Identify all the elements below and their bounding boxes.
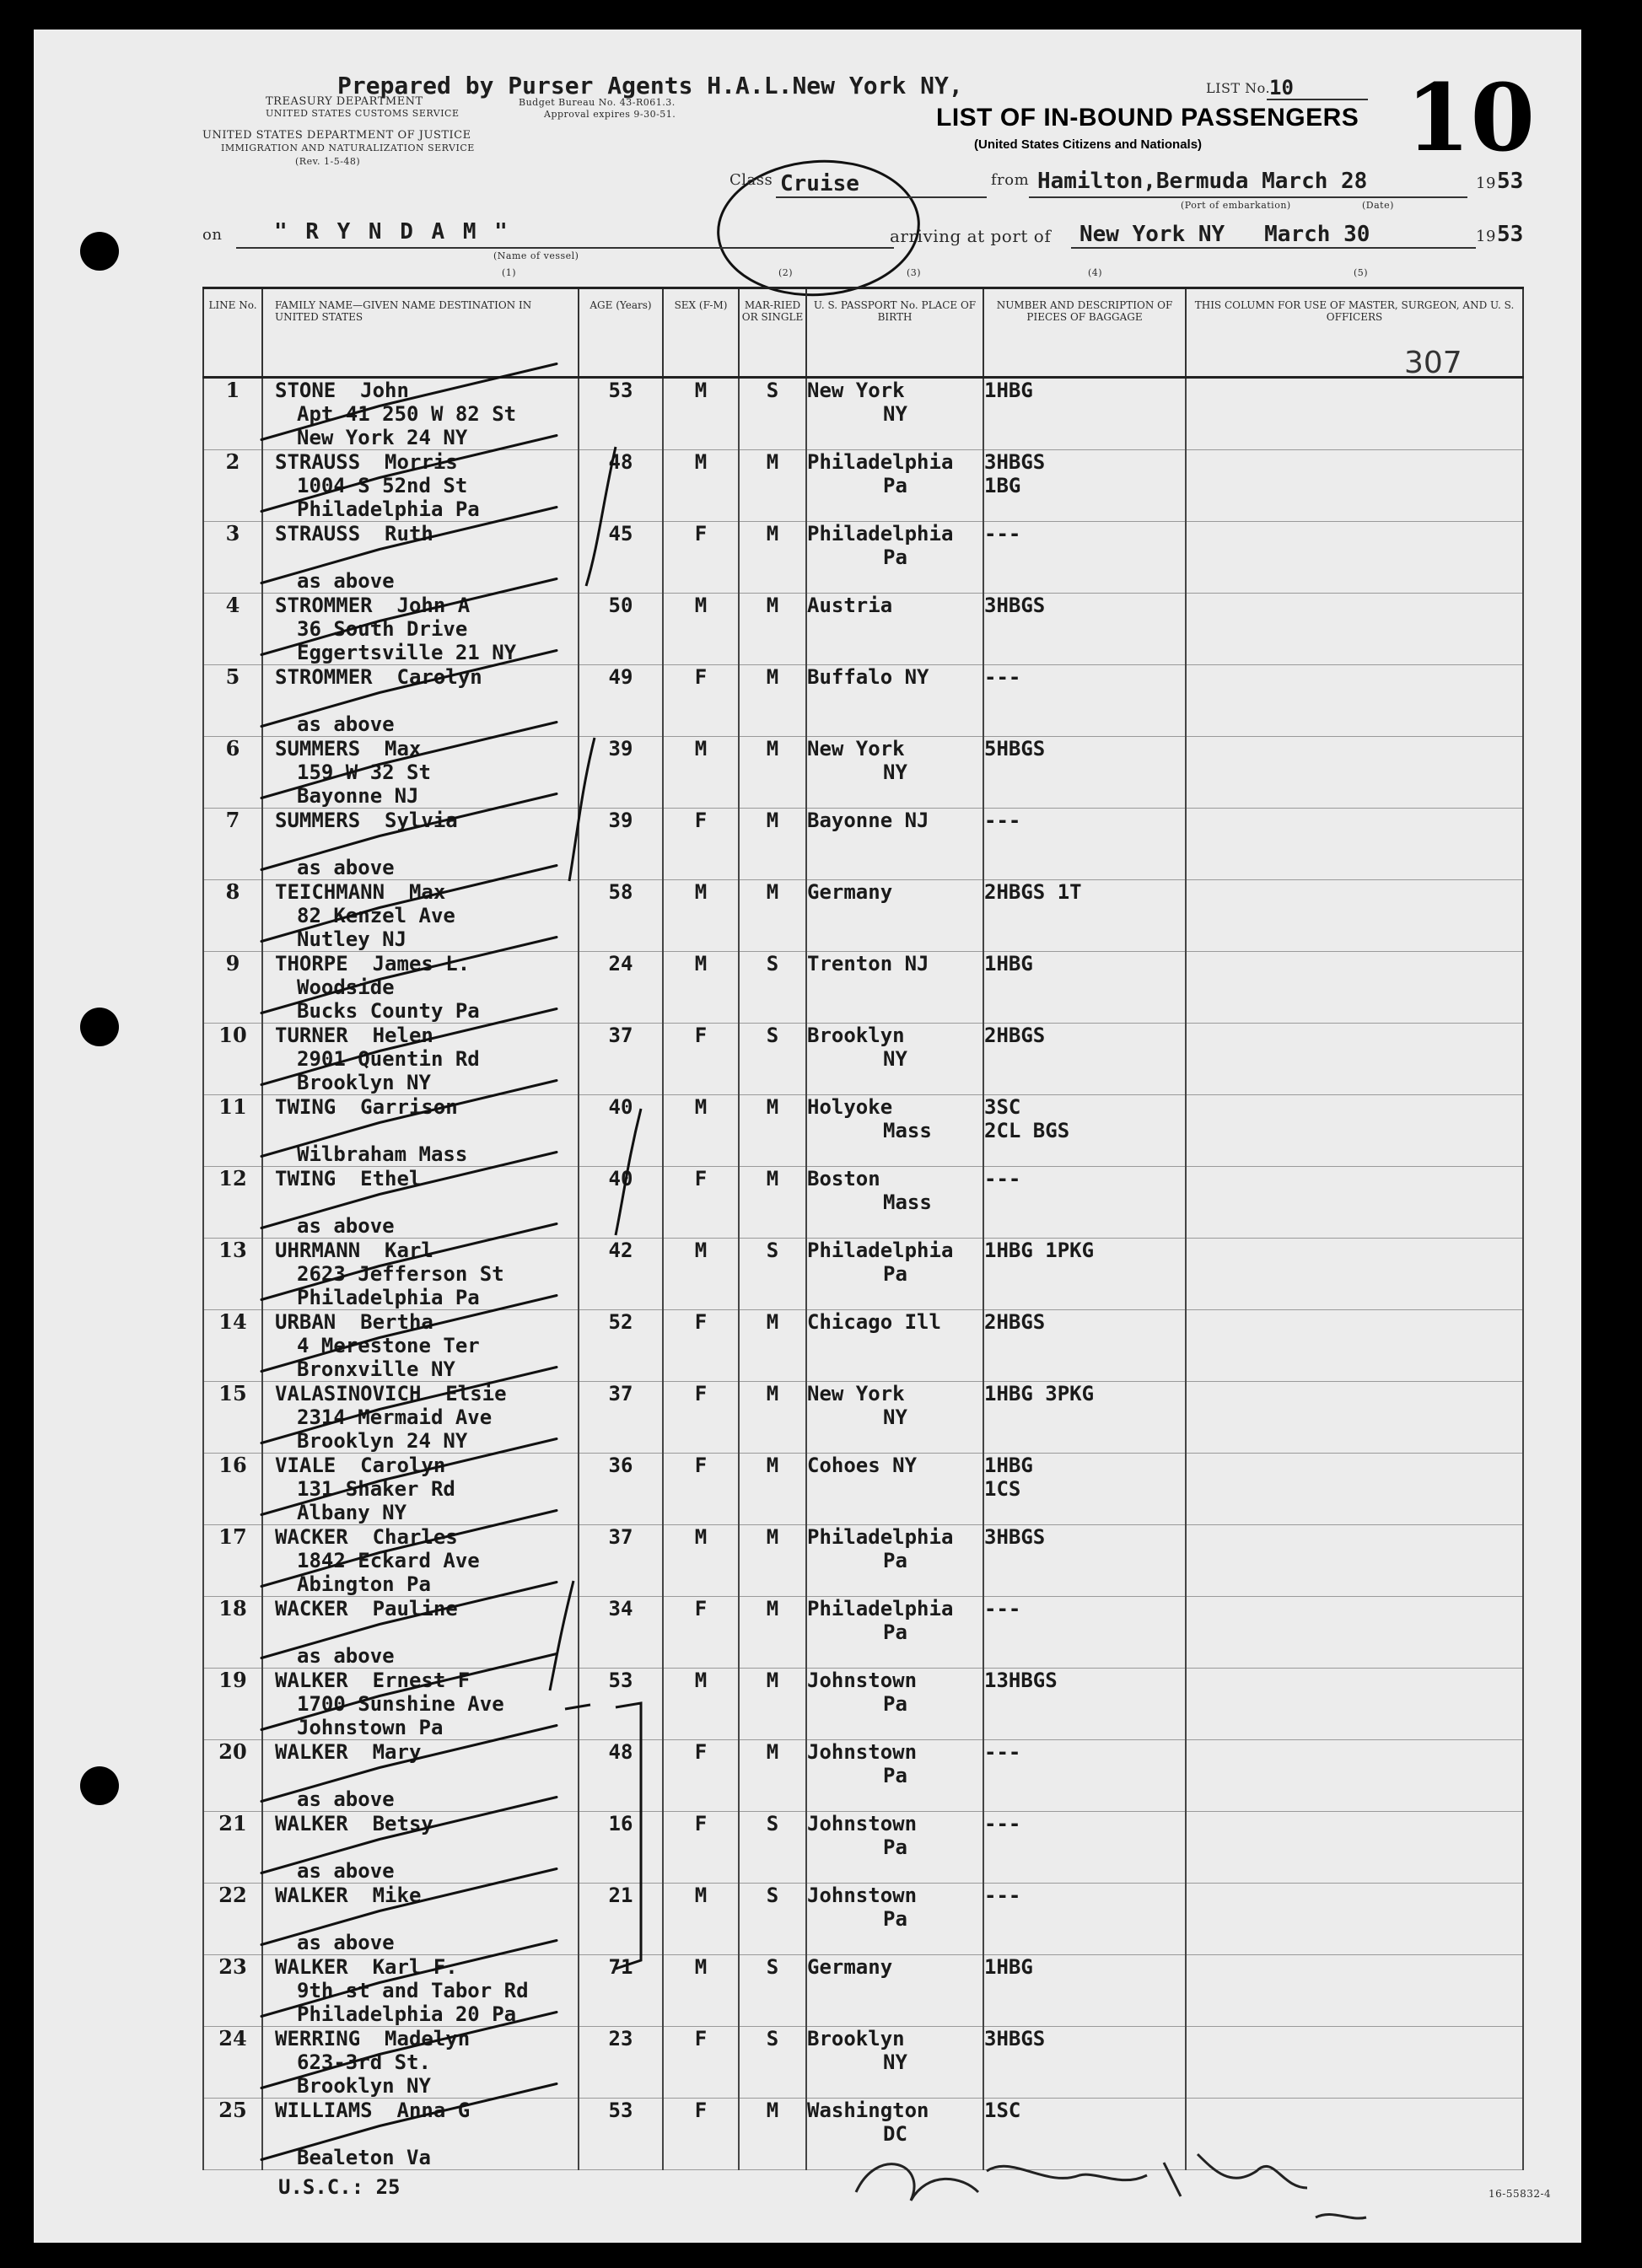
birth-place: Germany bbox=[807, 880, 893, 904]
class-value: Cruise bbox=[780, 171, 859, 196]
from-year-prefix: 19 bbox=[1476, 175, 1496, 192]
destination-address: 623-3rd St. Brooklyn NY bbox=[297, 2050, 431, 2098]
pencil-tick bbox=[261, 938, 557, 1013]
age-value: 21 bbox=[608, 1884, 633, 1907]
passenger-name: WALKER Betsy bbox=[275, 1812, 433, 1835]
marital-status: S bbox=[766, 2027, 779, 2050]
sex-value: F bbox=[694, 1024, 708, 1047]
destination-address: as above bbox=[297, 856, 395, 879]
sex-value: M bbox=[694, 952, 708, 975]
sex-value: F bbox=[694, 1167, 708, 1190]
birth-state: NY bbox=[883, 1047, 907, 1071]
birth-place: New York bbox=[807, 737, 905, 760]
approval-expires: Approval expires 9-30-51. bbox=[544, 109, 676, 120]
col-num-3: (3) bbox=[907, 267, 922, 278]
baggage-description: 3HBGS 1BG bbox=[984, 450, 1046, 497]
pencil-tick bbox=[261, 1941, 557, 2017]
age-value: 37 bbox=[608, 1525, 633, 1549]
birth-place: Philadelphia bbox=[807, 450, 954, 474]
pencil-tick bbox=[261, 651, 557, 727]
age-value: 53 bbox=[608, 1669, 633, 1692]
birth-place: New York bbox=[807, 379, 905, 402]
marital-status: M bbox=[766, 1167, 779, 1190]
baggage-description: 3HBGS bbox=[984, 594, 1046, 617]
sex-value: F bbox=[694, 1740, 708, 1764]
destination-address: 1842 Eckard Ave Abington Pa bbox=[297, 1549, 480, 1596]
line-number-value: 17 bbox=[218, 1524, 247, 1549]
birth-place: Philadelphia bbox=[807, 522, 954, 546]
age-value: 40 bbox=[608, 1167, 633, 1190]
port-caption: (Port of embarkation) bbox=[1181, 200, 1291, 211]
pencil-tick bbox=[261, 1726, 557, 1802]
destination-address: Wilbraham Mass bbox=[297, 1142, 468, 1166]
sex-value: F bbox=[694, 522, 708, 546]
marital-status: M bbox=[766, 1669, 779, 1692]
birth-state: Mass bbox=[883, 1190, 932, 1214]
baggage-description: --- bbox=[984, 1740, 1021, 1764]
line-number-value: 21 bbox=[218, 1811, 247, 1835]
line-number-value: 5 bbox=[225, 664, 240, 689]
line-number-value: 4 bbox=[225, 593, 240, 617]
age-value: 50 bbox=[608, 594, 633, 617]
line-number-value: 15 bbox=[218, 1381, 247, 1405]
age-value: 49 bbox=[608, 665, 633, 689]
col-header-age: AGE (Years) bbox=[579, 288, 663, 378]
line-number-value: 16 bbox=[218, 1453, 247, 1477]
pencil-tick bbox=[261, 1081, 557, 1157]
passenger-name: STROMMER Carolyn bbox=[275, 665, 482, 689]
line-number-value: 10 bbox=[218, 1023, 247, 1047]
marital-status: M bbox=[766, 522, 779, 546]
baggage-description: 1SC bbox=[984, 2099, 1021, 2122]
col-header-line: LINE No. bbox=[203, 288, 262, 378]
passenger-name: UHRMANN Karl bbox=[275, 1239, 433, 1262]
col-header-name: FAMILY NAME—GIVEN NAME DESTINATION IN UNITED STATES bbox=[262, 288, 579, 378]
destination-address: as above bbox=[297, 1859, 395, 1883]
age-value: 23 bbox=[608, 2027, 633, 2050]
marital-status: M bbox=[766, 1382, 779, 1405]
marital-status: M bbox=[766, 737, 779, 760]
passenger-name: TEICHMANN Max bbox=[275, 880, 446, 904]
passenger-name: VIALE Carolyn bbox=[275, 1454, 446, 1477]
passenger-name: STRAUSS Morris bbox=[275, 450, 458, 474]
pencil-tick bbox=[261, 1798, 557, 1873]
passenger-name: WALKER Karl F. bbox=[275, 1955, 458, 1979]
col-header-baggage: NUMBER AND DESCRIPTION OF PIECES OF BAGGAGE bbox=[983, 288, 1186, 378]
line-number-value: 6 bbox=[225, 736, 240, 760]
baggage-description: --- bbox=[984, 1884, 1021, 1907]
baggage-description: 2HBGS 1T bbox=[984, 880, 1082, 904]
destination-address: as above bbox=[297, 1787, 395, 1811]
sex-value: M bbox=[694, 1955, 708, 1979]
sex-value: M bbox=[694, 1884, 708, 1907]
line-number-value: 24 bbox=[218, 2026, 247, 2050]
pencil-tick bbox=[261, 579, 557, 655]
baggage-description: 3HBGS bbox=[984, 1525, 1046, 1549]
customs-service: UNITED STATES CUSTOMS SERVICE bbox=[266, 108, 460, 119]
birth-place: New York bbox=[807, 1382, 905, 1405]
arriving-year-prefix: 19 bbox=[1476, 228, 1496, 245]
passenger-name: WACKER Charles bbox=[275, 1525, 458, 1549]
marital-status: M bbox=[766, 450, 779, 474]
age-value: 58 bbox=[608, 880, 633, 904]
baggage-description: --- bbox=[984, 1597, 1021, 1620]
passenger-name: WILLIAMS Anna G bbox=[275, 2099, 471, 2122]
baggage-description: 1HBG 1CS bbox=[984, 1454, 1033, 1501]
age-value: 34 bbox=[608, 1597, 633, 1620]
marital-status: M bbox=[766, 1740, 779, 1764]
list-no-value: 10 bbox=[1269, 76, 1294, 99]
col-num-2: (2) bbox=[778, 267, 794, 278]
passenger-name: TWING Garrison bbox=[275, 1095, 458, 1119]
pencil-tick bbox=[261, 508, 557, 583]
marital-status: S bbox=[766, 1955, 779, 1979]
from-label: from bbox=[991, 171, 1030, 189]
destination-address: Woodside Bucks County Pa bbox=[297, 975, 480, 1023]
pencil-tick bbox=[261, 2084, 557, 2160]
sex-value: M bbox=[694, 1525, 708, 1549]
birth-state: Pa bbox=[883, 1835, 907, 1859]
on-label: on bbox=[202, 226, 223, 244]
age-value: 39 bbox=[608, 737, 633, 760]
birth-state: Pa bbox=[883, 1549, 907, 1572]
col-header-sex: SEX (F-M) bbox=[663, 288, 739, 378]
destination-address: as above bbox=[297, 1214, 395, 1238]
age-value: 39 bbox=[608, 809, 633, 832]
destination-address: Bealeton Va bbox=[297, 2146, 431, 2169]
date-caption: (Date) bbox=[1362, 200, 1394, 211]
destination-address: 159 W 32 St Bayonne NJ bbox=[297, 760, 431, 808]
age-value: 48 bbox=[608, 1740, 633, 1764]
birth-place: Chicago Ill bbox=[807, 1310, 941, 1334]
baggage-description: 1HBG bbox=[984, 379, 1033, 402]
birth-state: Pa bbox=[883, 1907, 907, 1931]
pencil-tick bbox=[261, 1224, 557, 1300]
destination-address: 9th st and Tabor Rd Philadelphia 20 Pa bbox=[297, 1979, 529, 2026]
birth-place: Johnstown bbox=[807, 1884, 918, 1907]
pencil-tick bbox=[261, 1583, 557, 1658]
age-value: 52 bbox=[608, 1310, 633, 1334]
sex-value: M bbox=[694, 1669, 708, 1692]
line-number-value: 19 bbox=[218, 1668, 247, 1692]
line-number-value: 1 bbox=[225, 378, 240, 402]
baggage-description: 1HBG bbox=[984, 952, 1033, 975]
birth-state: Pa bbox=[883, 546, 907, 569]
sex-value: M bbox=[694, 379, 708, 402]
baggage-description: 3SC 2CL BGS bbox=[984, 1095, 1070, 1142]
birth-place: Germany bbox=[807, 1955, 893, 1979]
from-year: 53 bbox=[1497, 169, 1524, 194]
line-number-value: 11 bbox=[218, 1094, 247, 1119]
ins-service: IMMIGRATION AND NATURALIZATION SERVICE bbox=[221, 142, 475, 153]
age-value: 45 bbox=[608, 522, 633, 546]
line-number-value: 3 bbox=[225, 521, 240, 546]
line-number-value: 7 bbox=[225, 808, 240, 832]
passenger-name: STONE John bbox=[275, 379, 409, 402]
destination-address: 131 Shaker Rd Albany NY bbox=[297, 1477, 455, 1524]
arriving-year: 53 bbox=[1497, 222, 1524, 247]
line-number-value: 8 bbox=[225, 879, 240, 904]
birth-place: Austria bbox=[807, 594, 893, 617]
vessel-name: " R Y N D A M " bbox=[274, 219, 510, 245]
pencil-tick bbox=[261, 2013, 557, 2088]
birth-state: Pa bbox=[883, 1620, 907, 1644]
pencil-tick bbox=[261, 1009, 557, 1085]
passenger-name: SUMMERS Max bbox=[275, 737, 422, 760]
line-number-value: 22 bbox=[218, 1883, 247, 1907]
age-value: 37 bbox=[608, 1024, 633, 1047]
destination-address: as above bbox=[297, 1931, 395, 1954]
birth-place: Philadelphia bbox=[807, 1525, 954, 1549]
pencil-tick bbox=[261, 1439, 557, 1515]
birth-place: Johnstown bbox=[807, 1812, 918, 1835]
age-value: 53 bbox=[608, 2099, 633, 2122]
birth-state: Pa bbox=[883, 1262, 907, 1286]
document-subtitle: (United States Citizens and Nationals) bbox=[974, 137, 1203, 152]
marital-status: M bbox=[766, 880, 779, 904]
marital-status: M bbox=[766, 594, 779, 617]
prepared-by: Prepared by Purser Agents H.A.L.New York NY, bbox=[337, 72, 963, 99]
marital-status: M bbox=[766, 809, 779, 832]
marital-status: M bbox=[766, 1525, 779, 1549]
birth-place: Trenton NJ bbox=[807, 952, 929, 975]
class-label: Class bbox=[729, 171, 773, 189]
sex-value: M bbox=[694, 450, 708, 474]
treasury-dept: TREASURY DEPARTMENT bbox=[266, 95, 423, 108]
marital-status: S bbox=[766, 1239, 779, 1262]
document-title: LIST OF IN-BOUND PASSENGERS bbox=[936, 104, 1359, 132]
line-number-value: 25 bbox=[218, 2098, 247, 2122]
justice-dept: UNITED STATES DEPARTMENT OF JUSTICE bbox=[202, 129, 471, 142]
pencil-tick bbox=[261, 866, 557, 942]
col-header-married: MAR-RIED OR SINGLE bbox=[739, 288, 806, 378]
sex-value: F bbox=[694, 1382, 708, 1405]
passenger-name: STROMMER John A bbox=[275, 594, 471, 617]
passenger-name: WACKER Pauline bbox=[275, 1597, 458, 1620]
sex-value: M bbox=[694, 737, 708, 760]
destination-address: 82 Kenzel Ave Nutley NJ bbox=[297, 904, 455, 951]
birth-place: Johnstown bbox=[807, 1740, 918, 1764]
marital-status: M bbox=[766, 1597, 779, 1620]
col-num-1: (1) bbox=[502, 267, 517, 278]
pencil-tick bbox=[261, 1511, 557, 1587]
sex-value: F bbox=[694, 809, 708, 832]
line-number-value: 14 bbox=[218, 1309, 247, 1334]
birth-place: Brooklyn bbox=[807, 1024, 905, 1047]
age-value: 71 bbox=[608, 1955, 633, 1979]
birth-state: Pa bbox=[883, 474, 907, 497]
age-value: 16 bbox=[608, 1812, 633, 1835]
pencil-tick bbox=[261, 1654, 557, 1730]
col-num-4: (4) bbox=[1088, 267, 1103, 278]
passenger-name: WALKER Ernest F bbox=[275, 1669, 471, 1692]
destination-address: 1004 S 52nd St Philadelphia Pa bbox=[297, 474, 480, 521]
budget-bureau: Budget Bureau No. 43-R061.3. bbox=[519, 97, 676, 108]
destination-address: as above bbox=[297, 1644, 395, 1668]
birth-place: Buffalo NY bbox=[807, 665, 929, 689]
destination-address: 36 South Drive Eggertsville 21 NY bbox=[297, 617, 517, 664]
pencil-marks bbox=[34, 30, 1581, 2243]
col-header-passport: U. S. PASSPORT No. PLACE OF BIRTH bbox=[806, 288, 983, 378]
birth-state: Mass bbox=[883, 1119, 932, 1142]
big-list-number: 10 bbox=[1405, 63, 1535, 172]
marital-status: M bbox=[766, 1095, 779, 1119]
marital-status: M bbox=[766, 665, 779, 689]
baggage-description: 1HBG 3PKG bbox=[984, 1382, 1095, 1405]
marital-status: S bbox=[766, 1884, 779, 1907]
baggage-description: 13HBGS bbox=[984, 1669, 1058, 1692]
passenger-name: WERRING Madelyn bbox=[275, 2027, 471, 2050]
birth-place: Philadelphia bbox=[807, 1239, 954, 1262]
from-value: Hamilton,Bermuda March 28 bbox=[1037, 169, 1368, 194]
sex-value: F bbox=[694, 1310, 708, 1334]
birth-place: Brooklyn bbox=[807, 2027, 905, 2050]
birth-state: NY bbox=[883, 760, 907, 784]
destination-address: as above bbox=[297, 569, 395, 593]
age-value: 37 bbox=[608, 1382, 633, 1405]
baggage-description: --- bbox=[984, 1812, 1021, 1835]
pencil-tick bbox=[261, 794, 557, 870]
age-value: 48 bbox=[608, 450, 633, 474]
passenger-name: SUMMERS Sylvia bbox=[275, 809, 458, 832]
sex-value: F bbox=[694, 1812, 708, 1835]
form-number: 16-55832-4 bbox=[1489, 2188, 1552, 2200]
birth-place: Johnstown bbox=[807, 1669, 918, 1692]
birth-place: Bayonne NJ bbox=[807, 809, 929, 832]
destination-address: 4 Merestone Ter Bronxville NY bbox=[297, 1334, 480, 1381]
sex-value: M bbox=[694, 880, 708, 904]
marital-status: S bbox=[766, 952, 779, 975]
age-value: 36 bbox=[608, 1454, 633, 1477]
pencil-tick bbox=[261, 1296, 557, 1372]
marital-status: S bbox=[766, 1024, 779, 1047]
age-value: 24 bbox=[608, 952, 633, 975]
line-number-value: 18 bbox=[218, 1596, 247, 1620]
vessel-caption: (Name of vessel) bbox=[493, 250, 579, 261]
line-number-value: 13 bbox=[218, 1238, 247, 1262]
sex-value: F bbox=[694, 1454, 708, 1477]
baggage-description: 1HBG bbox=[984, 1955, 1033, 1979]
birth-place: Holyoke bbox=[807, 1095, 893, 1119]
line-number-value: 20 bbox=[218, 1739, 247, 1764]
line-number-value: 2 bbox=[225, 449, 240, 474]
passenger-name: TWING Ethel bbox=[275, 1167, 422, 1190]
age-value: 40 bbox=[608, 1095, 633, 1119]
age-value: 42 bbox=[608, 1239, 633, 1262]
passenger-name: TURNER Helen bbox=[275, 1024, 433, 1047]
baggage-description: --- bbox=[984, 522, 1021, 546]
passenger-name: STRAUSS Ruth bbox=[275, 522, 433, 546]
birth-state: NY bbox=[883, 402, 907, 426]
arriving-value: New York NY March 30 bbox=[1079, 222, 1370, 247]
pencil-tick bbox=[261, 723, 557, 798]
baggage-description: --- bbox=[984, 665, 1021, 689]
stamp-number: 307 bbox=[1404, 346, 1462, 380]
sex-value: M bbox=[694, 1095, 708, 1119]
pencil-tick bbox=[261, 1368, 557, 1443]
line-number-value: 23 bbox=[218, 1954, 247, 1979]
pencil-tick bbox=[261, 1153, 557, 1228]
line-number-value: 9 bbox=[225, 951, 240, 975]
birth-state: Pa bbox=[883, 1764, 907, 1787]
baggage-description: 3HBGS bbox=[984, 2027, 1046, 2050]
sex-value: F bbox=[694, 665, 708, 689]
baggage-description: 2HBGS bbox=[984, 1024, 1046, 1047]
baggage-description: --- bbox=[984, 1167, 1021, 1190]
marital-status: M bbox=[766, 1454, 779, 1477]
manifest-page bbox=[34, 30, 1581, 2243]
destination-address: as above bbox=[297, 712, 395, 736]
pencil-tick bbox=[261, 364, 557, 440]
col-num-5: (5) bbox=[1354, 267, 1369, 278]
passenger-name: THORPE James L. bbox=[275, 952, 471, 975]
sex-value: F bbox=[694, 2099, 708, 2122]
marital-status: M bbox=[766, 1310, 779, 1334]
birth-place: Cohoes NY bbox=[807, 1454, 918, 1477]
pencil-tick bbox=[261, 436, 557, 512]
baggage-description: --- bbox=[984, 809, 1021, 832]
marital-status: M bbox=[766, 2099, 779, 2122]
destination-address: Apt 41 250 W 82 St New York 24 NY bbox=[297, 402, 517, 449]
destination-address: 2314 Mermaid Ave Brooklyn 24 NY bbox=[297, 1405, 493, 1453]
birth-state: DC bbox=[883, 2122, 907, 2146]
passenger-name: WALKER Mike bbox=[275, 1884, 422, 1907]
age-value: 53 bbox=[608, 379, 633, 402]
destination-address: 2901 Quentin Rd Brooklyn NY bbox=[297, 1047, 480, 1094]
passenger-name: WALKER Mary bbox=[275, 1740, 422, 1764]
sex-value: M bbox=[694, 594, 708, 617]
col-header-officers: THIS COLUMN FOR USE OF MASTER, SURGEON, AND U. S. OFFICERS bbox=[1186, 288, 1523, 378]
birth-place: Philadelphia bbox=[807, 1597, 954, 1620]
birth-state: NY bbox=[883, 1405, 907, 1429]
marital-status: S bbox=[766, 1812, 779, 1835]
line-number-value: 12 bbox=[218, 1166, 247, 1190]
baggage-description: 2HBGS bbox=[984, 1310, 1046, 1334]
destination-address: 1700 Sunshine Ave Johnstown Pa bbox=[297, 1692, 504, 1739]
passenger-name: VALASINOVICH Elsie bbox=[275, 1382, 507, 1405]
pencil-tick bbox=[261, 1869, 557, 1945]
birth-place: Boston bbox=[807, 1167, 880, 1190]
sex-value: F bbox=[694, 2027, 708, 2050]
birth-state: Pa bbox=[883, 1692, 907, 1716]
rev-date: (Rev. 1-5-48) bbox=[295, 156, 361, 167]
arriving-label: arriving at port of bbox=[890, 226, 1052, 246]
usc-count: U.S.C.: 25 bbox=[278, 2175, 401, 2199]
birth-place: Washington bbox=[807, 2099, 929, 2122]
list-no-label: LIST No. bbox=[1206, 80, 1271, 96]
sex-value: F bbox=[694, 1597, 708, 1620]
marital-status: S bbox=[766, 379, 779, 402]
destination-address: 2623 Jefferson St Philadelphia Pa bbox=[297, 1262, 504, 1309]
baggage-description: 5HBGS bbox=[984, 737, 1046, 760]
passenger-name: URBAN Bertha bbox=[275, 1310, 433, 1334]
baggage-description: 1HBG 1PKG bbox=[984, 1239, 1095, 1262]
birth-state: NY bbox=[883, 2050, 907, 2074]
sex-value: M bbox=[694, 1239, 708, 1262]
